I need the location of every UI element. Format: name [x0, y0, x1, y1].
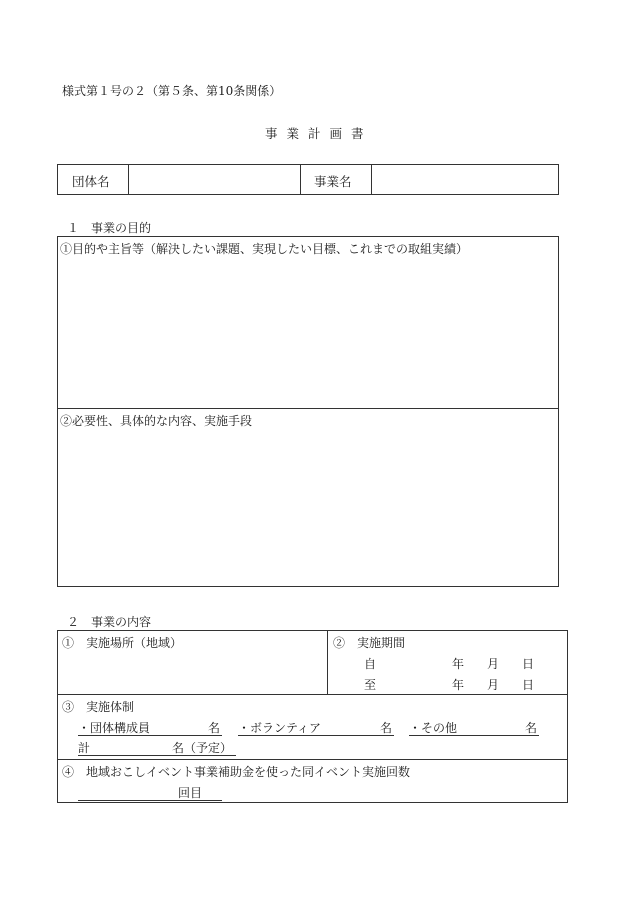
divider: [327, 630, 328, 694]
others-unit: 名: [525, 721, 538, 735]
period-label: ② 実施期間: [333, 636, 406, 650]
period-to-day: 日: [522, 678, 535, 692]
divider: [128, 164, 129, 195]
location-label: ① 実施場所（地域）: [62, 636, 183, 650]
others-underline[interactable]: [409, 735, 539, 736]
total-label: 計: [78, 741, 91, 755]
period-to: 至: [364, 678, 377, 692]
org-name-label: 団体名: [72, 174, 110, 189]
divider: [371, 164, 372, 195]
project-name-label: 事業名: [314, 174, 352, 189]
volunteers-underline[interactable]: [238, 735, 394, 736]
members-label: ・団体構成員: [78, 721, 151, 735]
event-count-unit: 回目: [178, 786, 203, 800]
divider: [57, 759, 568, 760]
members-underline[interactable]: [78, 735, 222, 736]
divider: [300, 164, 301, 195]
page-title: 事業計画書: [265, 126, 373, 141]
divider: [57, 408, 559, 409]
period-from: 自: [364, 657, 377, 671]
volunteers-unit: 名: [380, 721, 393, 735]
necessity-label: ②必要性、具体的な内容、実施手段: [60, 414, 253, 428]
divider: [57, 694, 568, 695]
structure-label: ③ 実施体制: [62, 700, 135, 714]
event-count-underline[interactable]: [78, 800, 222, 801]
period-from-day: 日: [522, 657, 535, 671]
volunteers-label: ・ボランティア: [238, 721, 322, 735]
event-count-label: ④ 地域おこしイベント事業補助金を使った同イベント実施回数: [62, 765, 411, 779]
necessity-field[interactable]: [62, 434, 554, 582]
period-to-month: 月: [487, 678, 500, 692]
purpose-field[interactable]: [62, 262, 554, 402]
form-number: 様式第１号の２（第５条、第10条関係）: [62, 84, 282, 98]
period-from-month: 月: [487, 657, 500, 671]
purpose-label: ①目的や主旨等（解決したい課題、実現したい目標、これまでの取組実績）: [60, 242, 469, 256]
org-table: [57, 164, 559, 195]
members-unit: 名: [208, 721, 221, 735]
total-underline[interactable]: [78, 755, 236, 756]
section1-heading: １ 事業の目的: [67, 221, 152, 235]
period-from-year: 年: [452, 657, 465, 671]
section2-heading: ２ 事業の内容: [67, 615, 152, 629]
others-label: ・その他: [409, 721, 458, 735]
total-unit: 名（予定）: [172, 741, 233, 755]
period-to-year: 年: [452, 678, 465, 692]
